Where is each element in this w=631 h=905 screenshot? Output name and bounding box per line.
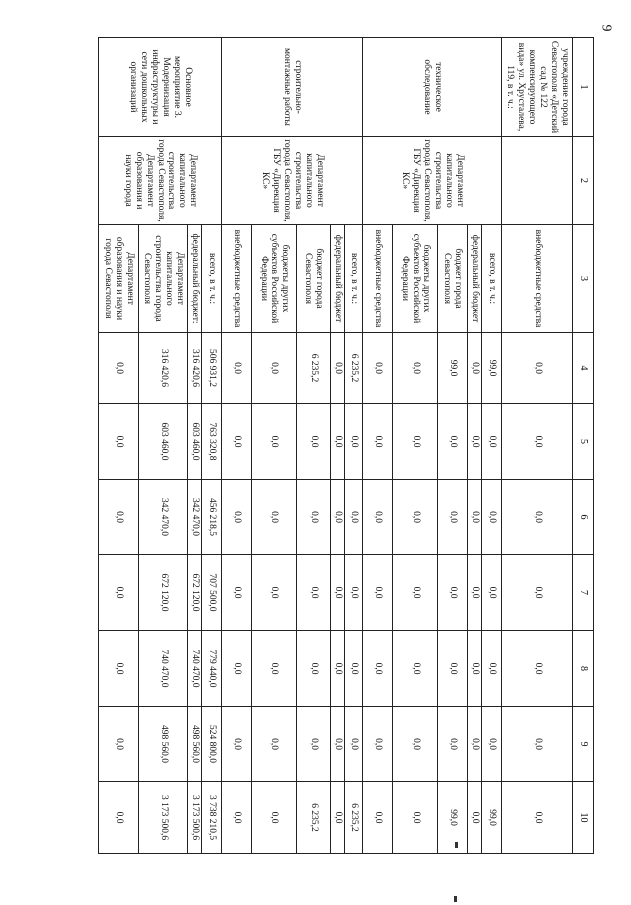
amount-cell: 0,0 (296, 480, 330, 555)
funding-source-cell: федеральный бюджет (330, 225, 344, 333)
amount-cell: 0,0 (99, 480, 139, 555)
amount-cell: 0,0 (99, 333, 139, 404)
amount-cell: 0,0 (482, 631, 502, 707)
amount-cell: 0,0 (330, 404, 344, 480)
column-number: 3 (572, 225, 593, 333)
funding-source-cell: всего, в т. ч.: (345, 225, 363, 333)
amount-cell: 0,0 (363, 404, 393, 480)
amount-cell: 6 235,2 (345, 782, 363, 854)
amount-cell: 0,0 (99, 631, 139, 707)
column-number: 4 (572, 333, 593, 404)
amount-cell: 0,0 (482, 555, 502, 631)
executor-cell: Департамент капитального строительства города Севастополя, ГБУ «Дирекция КС» (222, 137, 363, 225)
column-number: 2 (572, 137, 593, 225)
amount-cell: 0,0 (345, 404, 363, 480)
table-row (201, 38, 221, 854)
amount-cell: 99,0 (437, 333, 467, 404)
activity-name-cell: учреждение города Севастополя «Детский сад № 122 компенсирующего вида» ул. Хрусталева, 119, в т. ч.: (502, 38, 573, 137)
amount-cell: 0,0 (99, 782, 139, 854)
column-number: 10 (572, 782, 593, 854)
amount-cell: 0,0 (468, 555, 482, 631)
amount-cell: 524 800,0 (201, 707, 221, 782)
amount-cell: 0,0 (330, 555, 344, 631)
funding-source-cell: бюджеты других субъектов Российской Федерации (252, 225, 296, 333)
amount-cell: 99,0 (437, 782, 467, 854)
column-number: 8 (572, 631, 593, 707)
amount-cell: 316 420,6 (187, 333, 201, 404)
amount-cell: 0,0 (468, 707, 482, 782)
amount-cell: 0,0 (393, 707, 437, 782)
amount-cell: 0,0 (345, 631, 363, 707)
funding-source-cell: федеральный бюджет: (187, 225, 201, 333)
amount-cell: 0,0 (393, 631, 437, 707)
amount-cell: 0,0 (222, 333, 252, 404)
amount-cell: 0,0 (252, 333, 296, 404)
amount-cell: 0,0 (252, 707, 296, 782)
funding-source-cell: бюджет города Севастополя (437, 225, 467, 333)
amount-cell: 779 440,0 (201, 631, 221, 707)
amount-cell: 0,0 (330, 333, 344, 404)
page-number: 9 (598, 24, 614, 32)
funding-source-cell: всего, в т. ч.: (201, 225, 221, 333)
column-number: 6 (572, 480, 593, 555)
amount-cell: 0,0 (393, 480, 437, 555)
amount-cell: 0,0 (437, 631, 467, 707)
amount-cell: 740 470,0 (187, 631, 201, 707)
amount-cell: 603 460,0 (139, 404, 187, 480)
funding-source-cell: внебюджетные средства (222, 225, 252, 333)
amount-cell: 0,0 (502, 631, 573, 707)
amount-cell: 0,0 (222, 707, 252, 782)
amount-cell: 0,0 (393, 555, 437, 631)
amount-cell: 0,0 (363, 707, 393, 782)
amount-cell: 0,0 (222, 555, 252, 631)
amount-cell: 0,0 (468, 631, 482, 707)
amount-cell: 0,0 (363, 631, 393, 707)
funding-source-cell: Департамент образования и науки города Севастополя (99, 225, 139, 333)
column-number-row (572, 38, 593, 854)
amount-cell: 0,0 (252, 555, 296, 631)
activity-name-cell: Основное мероприятие 3. Модернизация инфраструктуры и сети дошкольных организаций (99, 38, 222, 137)
amount-cell: 0,0 (222, 404, 252, 480)
amount-cell: 0,0 (252, 631, 296, 707)
amount-cell: 0,0 (482, 404, 502, 480)
amount-cell: 99,0 (482, 782, 502, 854)
amount-cell: 0,0 (296, 404, 330, 480)
amount-cell: 0,0 (437, 555, 467, 631)
amount-cell: 0,0 (393, 333, 437, 404)
amount-cell: 0,0 (468, 333, 482, 404)
column-number: 7 (572, 555, 593, 631)
amount-cell: 0,0 (468, 782, 482, 854)
amount-cell: 0,0 (252, 404, 296, 480)
table-row (502, 38, 573, 854)
amount-cell: 0,0 (363, 782, 393, 854)
amount-cell: 316 420,6 (139, 333, 187, 404)
amount-cell: 0,0 (345, 555, 363, 631)
amount-cell: 0,0 (502, 480, 573, 555)
amount-cell: 0,0 (345, 480, 363, 555)
amount-cell: 0,0 (222, 480, 252, 555)
amount-cell: 0,0 (502, 555, 573, 631)
executor-cell: Департамент капитального строительства города Севастополя, Департамент образования и науки города (99, 137, 222, 225)
amount-cell: 0,0 (502, 404, 573, 480)
amount-cell: 707 500,0 (201, 555, 221, 631)
funding-source-cell: бюджет города Севастополя (296, 225, 330, 333)
amount-cell: 672 120,0 (139, 555, 187, 631)
activity-name-cell: техническое обследование (363, 38, 502, 137)
activity-name-cell: строительно-монтажные работы (222, 38, 363, 137)
amount-cell: 0,0 (99, 707, 139, 782)
rotated-table-container (98, 37, 594, 853)
amount-cell: 0,0 (502, 782, 573, 854)
amount-cell: 3 173 500,6 (187, 782, 201, 854)
amount-cell: 0,0 (393, 782, 437, 854)
amount-cell: 0,0 (437, 480, 467, 555)
executor-cell (502, 137, 573, 225)
amount-cell: 0,0 (296, 707, 330, 782)
amount-cell: 99,0 (482, 333, 502, 404)
amount-cell: 498 560,0 (187, 707, 201, 782)
amount-cell: 0,0 (252, 480, 296, 555)
amount-cell: 0,0 (363, 480, 393, 555)
column-number: 9 (572, 707, 593, 782)
column-number: 5 (572, 404, 593, 480)
amount-cell: 0,0 (99, 555, 139, 631)
amount-cell: 0,0 (345, 707, 363, 782)
amount-cell: 0,0 (330, 631, 344, 707)
amount-cell: 0,0 (99, 404, 139, 480)
scan-mark (454, 896, 457, 902)
amount-cell: 342 470,0 (187, 480, 201, 555)
funding-source-cell: внебюджетные средства (502, 225, 573, 333)
amount-cell: 506 931,2 (201, 333, 221, 404)
funding-source-cell: бюджеты других субъектов Российской Федерации (393, 225, 437, 333)
table-frame (98, 37, 594, 853)
amount-cell: 6 235,2 (296, 782, 330, 854)
amount-cell: 0,0 (296, 631, 330, 707)
amount-cell: 0,0 (482, 480, 502, 555)
executor-cell: Департамент капитального строительства города Севастополя, ГБУ «Дирекция КС» (363, 137, 502, 225)
amount-cell: 672 120,0 (187, 555, 201, 631)
amount-cell: 6 235,2 (296, 333, 330, 404)
funding-source-cell: внебюджетные средства (363, 225, 393, 333)
funding-table (98, 37, 594, 854)
funding-source-cell: Департамент капитального строительства города Севастополя (139, 225, 187, 333)
funding-source-cell: федеральный бюджет (468, 225, 482, 333)
amount-cell: 6 235,2 (345, 333, 363, 404)
amount-cell: 0,0 (222, 631, 252, 707)
amount-cell: 0,0 (468, 404, 482, 480)
amount-cell: 0,0 (363, 333, 393, 404)
amount-cell: 763 320,8 (201, 404, 221, 480)
amount-cell: 3 738 210,5 (201, 782, 221, 854)
amount-cell: 456 218,5 (201, 480, 221, 555)
amount-cell: 0,0 (482, 707, 502, 782)
amount-cell: 0,0 (502, 333, 573, 404)
table-row (482, 38, 502, 854)
amount-cell: 0,0 (437, 404, 467, 480)
column-number: 1 (572, 38, 593, 137)
amount-cell: 0,0 (252, 782, 296, 854)
amount-cell: 0,0 (437, 707, 467, 782)
amount-cell: 498 560,0 (139, 707, 187, 782)
amount-cell: 603 460,0 (187, 404, 201, 480)
amount-cell: 0,0 (296, 555, 330, 631)
amount-cell: 0,0 (468, 480, 482, 555)
amount-cell: 342 470,0 (139, 480, 187, 555)
amount-cell: 0,0 (330, 782, 344, 854)
table-row (345, 38, 363, 854)
amount-cell: 3 173 500,6 (139, 782, 187, 854)
amount-cell: 0,0 (330, 707, 344, 782)
funding-source-cell: всего, в т. ч.: (482, 225, 502, 333)
amount-cell: 0,0 (363, 555, 393, 631)
amount-cell: 0,0 (393, 404, 437, 480)
amount-cell: 0,0 (502, 707, 573, 782)
amount-cell: 740 470,0 (139, 631, 187, 707)
amount-cell: 0,0 (222, 782, 252, 854)
amount-cell: 0,0 (330, 480, 344, 555)
